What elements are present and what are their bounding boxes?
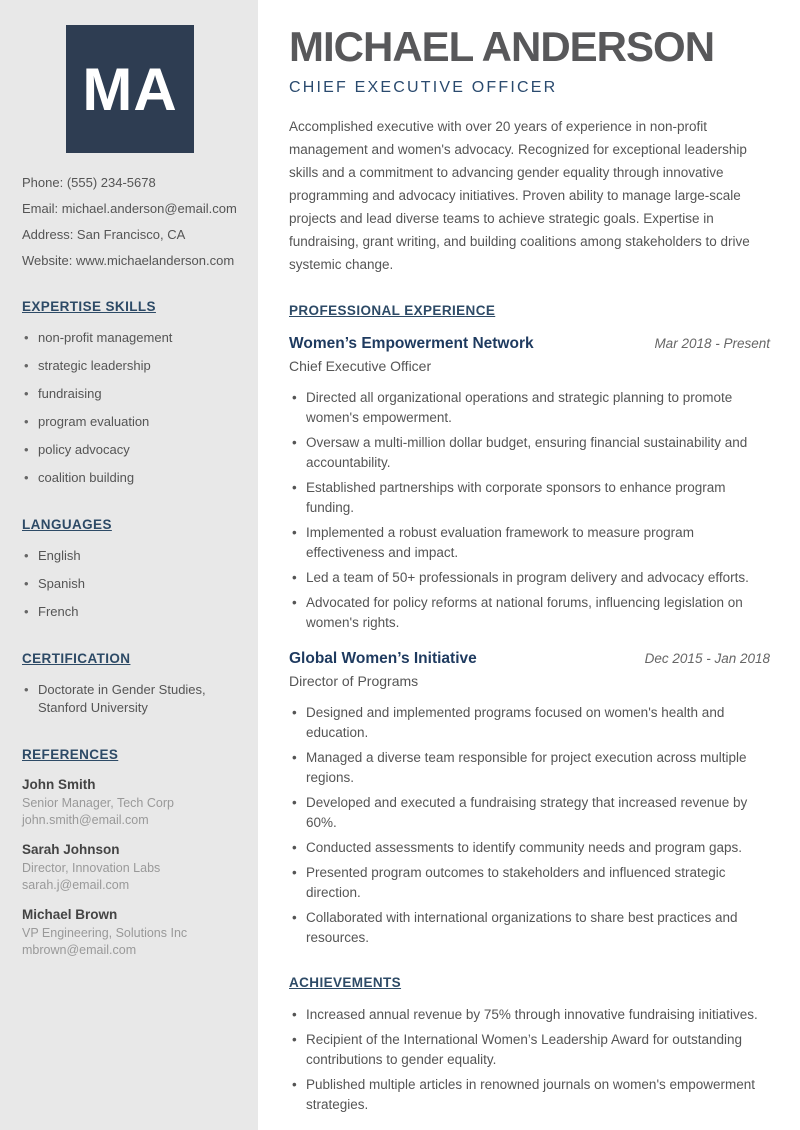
job-bullet: • Oversaw a multi-million dollar budget, ensuring financial sustainability and accountability. [289,433,770,473]
job-bullet: • Presented program outcomes to stakeholders and influenced strategic direction. [289,863,770,903]
skill-item: • program evaluation [22,413,238,431]
certification-item: • Doctorate in Gender Studies, Stanford University [22,681,238,717]
monogram-initials: MA [82,55,178,123]
job-bullet: • Developed and executed a fundraising strategy that increased revenue by 60%. [289,793,770,833]
job-entry-1 [289,335,770,633]
reference-role: Senior Manager, Tech Corp [22,796,174,810]
reference-role: VP Engineering, Solutions Inc [22,926,188,940]
job-role: Director of Programs [289,673,419,689]
job-company: Global Women’s Initiative [289,650,477,667]
job-header [289,650,770,668]
language-item: • Spanish [22,575,238,593]
main-column [258,0,800,1130]
job-dates: Dec 2015 - Jan 2018 [644,651,770,666]
job-bullet-list [289,703,770,948]
language-item: • English [22,547,238,565]
achievement-bullet: • Published multiple articles in renowned journals on women's empowerment strategies. [289,1075,770,1115]
references-list [22,777,238,959]
languages-section [22,517,238,621]
job-entry-2 [289,650,770,948]
job-bullet: • Directed all organizational operations and strategic planning to promote women's empowerment. [289,388,770,428]
job-bullet: • Managed a diverse team responsible for project execution across multiple regions. [289,748,770,788]
achievement-bullet: • Recipient of the International Women’s Leadership Award for outstanding contributions to gender equality. [289,1030,770,1070]
reference-entry [22,777,238,829]
contact-line: Phone: (555) 234-5678 [22,175,156,190]
job-bullet: • Led a team of 50+ professionals in program delivery and advocacy efforts. [289,568,770,588]
achievement-bullet: • Increased annual revenue by 75% through innovative fundraising initiatives. [289,1005,770,1025]
job-dates: Mar 2018 - Present [654,336,770,351]
references-section [22,747,238,959]
monogram-badge [66,25,194,153]
certification-list [22,681,238,717]
references-section-title: REFERENCES [22,747,119,762]
summary-paragraph: Accomplished executive with over 20 years of experience in non-profit management and women's advocacy. Recognized for exceptional leadership skills and a commitment to advancing gender equality through innovative programming and advocacy initiatives. Proven ability to manage large-scale projects and lead diverse teams to achieve strategic goals. Expertise in fundraising, grant writing, and building coalitions among stakeholders to drive systemic change. [289,119,750,272]
skill-item: • non-profit management [22,329,238,347]
reference-name: Michael Brown [22,907,118,922]
skill-item: • strategic leadership [22,357,238,375]
certification-section-title: CERTIFICATION [22,651,131,666]
languages-list [22,547,238,621]
reference-email: john.smith@email.com [22,813,149,827]
job-bullet: • Advocated for policy reforms at national forums, influencing legislation on women's rights. [289,593,770,633]
job-bullet-list [289,388,770,633]
sidebar [0,0,258,1130]
contact-line: Website: www.michaelanderson.com [22,253,235,268]
achievements-section-title: ACHIEVEMENTS [289,975,402,990]
achievements-list [289,1005,770,1115]
reference-email: sarah.j@email.com [22,878,130,892]
job-bullet: • Established partnerships with corporate sponsors to enhance program funding. [289,478,770,518]
job-company: Women’s Empowerment Network [289,335,534,352]
reference-role: Director, Innovation Labs [22,861,161,875]
contact-line: Address: San Francisco, CA [22,227,186,242]
experience-section-title: PROFESSIONAL EXPERIENCE [289,303,496,318]
expertise-list [22,329,238,487]
job-header [289,335,770,353]
candidate-name: MICHAEL ANDERSON [289,23,715,70]
contact-line: Email: michael.anderson@email.com [22,201,237,216]
job-bullet: • Conducted assessments to identify community needs and program gaps. [289,838,770,858]
reference-entry [22,907,238,959]
job-bullet: • Collaborated with international organizations to share best practices and resources. [289,908,770,948]
skill-item: • coalition building [22,469,238,487]
expertise-section-title: EXPERTISE SKILLS [22,299,156,314]
reference-name: John Smith [22,777,96,792]
job-role: Chief Executive Officer [289,358,432,374]
skill-item: • policy advocacy [22,441,238,459]
reference-name: Sarah Johnson [22,842,120,857]
job-bullet: • Implemented a robust evaluation framework to measure program effectiveness and impact. [289,523,770,563]
languages-section-title: LANGUAGES [22,517,112,532]
reference-email: mbrown@email.com [22,943,137,957]
certification-section [22,651,238,717]
expertise-section [22,299,238,487]
candidate-title: CHIEF EXECUTIVE OFFICER [289,79,558,96]
reference-entry [22,842,238,894]
contact-list [22,175,238,269]
language-item: • French [22,603,238,621]
job-bullet: • Designed and implemented programs focused on women's health and education. [289,703,770,743]
skill-item: • fundraising [22,385,238,403]
